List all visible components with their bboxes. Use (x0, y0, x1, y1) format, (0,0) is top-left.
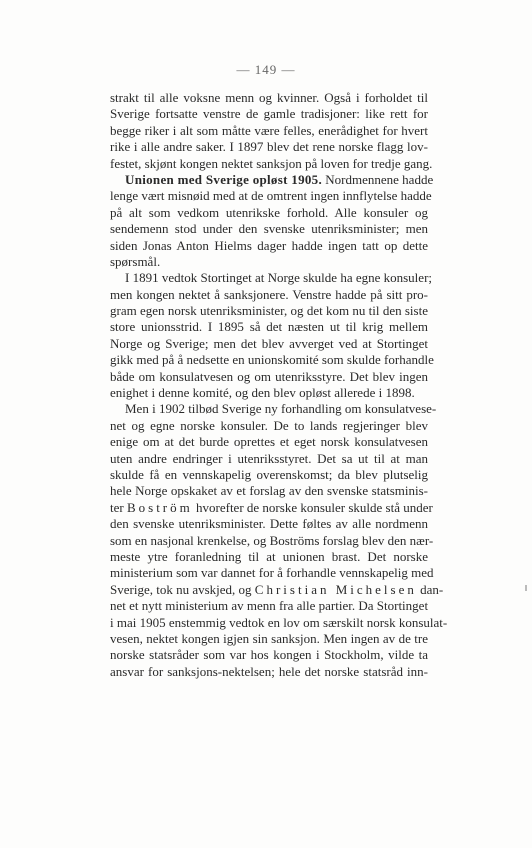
text-line: Men i 1902 tilbød Sverige ny forhandling om konsulatvese- (125, 401, 437, 417)
text-line: store unionsstrid. I 1895 så det næsten ut til krig mellem (110, 319, 428, 335)
text-line: skulde få en vennskapelig overenskomst; da blev plutselig (110, 466, 428, 482)
text-line: enige om at det burde oprettes et eget norsk konsulatvesen (110, 434, 428, 450)
text-line: enighet i denne komité, og den blev opløst allerede i 1898. (110, 385, 415, 401)
section-heading-line: Unionen med Sverige opløst 1905. Nordmennene hadde (125, 171, 434, 187)
text-line: Sverige, tok nu avskjed, og Christian Michelsen dan- (110, 581, 444, 597)
text-line: festet, skjønt kongen nektet sanksjon på loven for tredje gang. (110, 155, 433, 171)
text-line: Norge og Sverige; men det blev avverget ved at Stortinget (110, 335, 428, 351)
text-line: uten andre endringer i utenriksstyret. Det sa ut til at man (110, 450, 428, 466)
emphasized-name: Christian Michelsen (254, 581, 417, 597)
text-line: ansvar for sanksjons-nektelsen; hele det norske statsråd inn- (110, 663, 428, 679)
text-line: gram egen norsk utenriksminister, og det kom nu til den siste (110, 303, 428, 319)
text-line: begge riker i alt som måtte være felles, enerådighet for hvert (110, 122, 428, 138)
emphasized-name: Boström (126, 499, 193, 515)
text-line: ministerium som var dannet for å forhandle vennskapelig med (110, 565, 434, 581)
text-line: net et nytt ministerium av menn fra alle partier. Da Stortinget (110, 598, 429, 614)
text-line: vesen, nektet kongen igjen sin sanksjon. Men ingen av de tre (110, 630, 428, 646)
text-line: hele Norge opskaket av et forslag av den svenske statsminis- (110, 483, 428, 499)
text-line: norske statsråder som var hos kongen i Stockholm, vilde ta (110, 647, 428, 663)
section-heading: Unionen med Sverige opløst 1905. (125, 171, 323, 187)
text-line: Sverige fortsatte venstre de gamle tradisjoner: like rett for (110, 106, 428, 122)
text-line: på alt som vedkom utenrikske forhold. Alle konsuler og (110, 204, 428, 220)
text-line: sendemenn stod under den svenske utenriksminister; men (110, 221, 428, 237)
text-line: i mai 1905 enstemmig vedtok en lov om særskilt norsk konsulat- (110, 614, 448, 630)
text-line: både om konsulatvesen og om utenriksstyre. Det blev ingen (110, 368, 428, 384)
text-line: lenge vært misnøid med at de omtrent ingen innflytelse hadde (110, 188, 432, 204)
body-text (110, 90, 448, 680)
text-line: den svenske utenriksminister. Dette føltes av alle nordmenn (110, 516, 428, 532)
text-line: strakt til alle voksne menn og kvinner. Også i forholdet til (110, 90, 428, 105)
text-line: ter Boström hvorefter de norske konsuler skulde stå under (110, 499, 433, 515)
text-line: rike i alle andre saker. I 1897 blev det rene norske flagg lov- (110, 139, 428, 155)
page-number: — 149 — (236, 62, 296, 77)
text-line: gikk med på å nedsette en unionskomité som skulde forhandle (110, 352, 434, 368)
page-edge-mark (525, 585, 527, 591)
text-line: men kongen nektet å sanksjonere. Venstre hadde på sitt pro- (110, 286, 428, 302)
text-line: I 1891 vedtok Stortinget at Norge skulde ha egne konsuler; (125, 270, 433, 286)
text-line: spørsmål. (110, 253, 161, 269)
text-line: meste ytre foranledning til at unionen brast. Det norske (110, 548, 428, 564)
text-line: som en nasjonal krenkelse, og Boströms forslag blev den nær- (110, 532, 434, 548)
text-line: net og egne norske konsuler. De to lands regjeringer blev (110, 417, 428, 433)
text-line: siden Jonas Anton Hielms dager hadde ingen tatt op dette (110, 237, 428, 253)
